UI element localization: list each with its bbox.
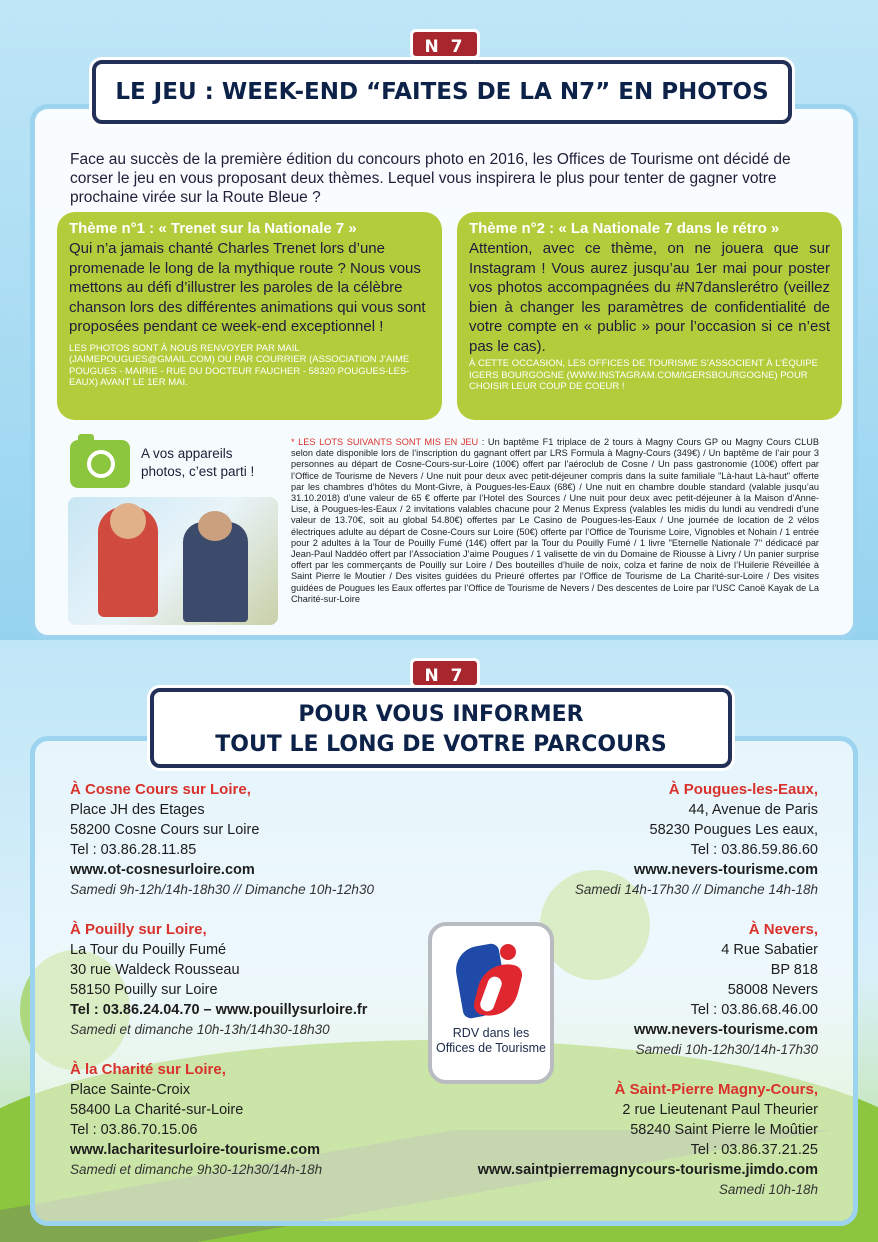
- tourism-logo-icon: [456, 940, 526, 1022]
- theme-2-card: [457, 212, 842, 420]
- camera-caption: A vos appareils photos, c’est parti !: [141, 446, 255, 479]
- office-cosne: [70, 780, 450, 900]
- office-city: À Nevers,: [748, 921, 818, 938]
- office-line: 58200 Cosne Cours sur Loire: [70, 822, 260, 838]
- office-website-link[interactable]: www.nevers-tourisme.com: [634, 862, 818, 878]
- office-website-link[interactable]: www.saintpierremagnycours-tourisme.jimdo.com: [477, 1162, 818, 1178]
- photo-person-head: [198, 511, 232, 541]
- office-website-link[interactable]: Tel : 03.86.24.04.70 – www.pouillysurloire.fr: [70, 1002, 368, 1018]
- office-hours: Samedi et dimanche 9h30-12h30/14h-18h: [70, 1162, 323, 1177]
- prizes-heading: * LES LOTS SUIVANTS SONT MIS EN JEU: [291, 437, 479, 447]
- theme-1-note: LES PHOTOS SONT À NOUS RENVOYER PAR MAIL (JAIMEPOUGUES@GMAIL.COM) OU PAR COURRIER (ASSOCIATION J’AIME POUGUES - MAIRIE - RUE DU DOCTEUR FAUCHER - 58320 POUGUES-LES-EAUX) AVANT LE 1ER MAI.: [69, 342, 410, 388]
- contest-photo: [68, 497, 278, 625]
- office-website-link[interactable]: www.lacharitesurloire-tourisme.com: [70, 1142, 321, 1158]
- office-hours: Samedi et dimanche 10h-13h/14h30-18h30: [70, 1022, 330, 1037]
- office-hours: Samedi 9h-12h/14h-18h30 // Dimanche 10h-12h30: [70, 882, 374, 897]
- n7-tab: N 7: [410, 29, 480, 59]
- office-line: Tel : 03.86.59.86.60: [690, 842, 818, 858]
- office-city: À Pougues-les-Eaux,: [668, 781, 818, 798]
- office-line: 4 Rue Sabatier: [721, 942, 818, 958]
- office-line: Place JH des Etages: [70, 802, 205, 818]
- rdv-caption: RDV dans les Offices de Tourisme: [435, 1026, 546, 1055]
- prizes-list: [291, 437, 819, 605]
- office-city: À Cosne Cours sur Loire,: [70, 781, 251, 798]
- section-title: [150, 688, 732, 768]
- camera-icon: [70, 440, 130, 488]
- office-line: Tel : 03.86.37.21.25: [690, 1142, 818, 1158]
- office-line: 58008 Nevers: [727, 982, 818, 998]
- theme-1-body: Qui n’a jamais chanté Charles Trenet lors d’une promenade le long de la mythique route ? Nous vous mettons au défi d’illustrer les paroles de la célèbre chanson lors des différentes animations qui vous sont proposées pendant ce week-end exceptionnel !: [69, 240, 426, 335]
- page-title: LE JEU : WEEK-END “FAITES DE LA N7” EN PHOTOS: [92, 60, 792, 124]
- office-line: Place Sainte-Croix: [70, 1082, 191, 1098]
- office-city: À la Charité sur Loire,: [70, 1061, 226, 1078]
- office-line: 58230 Pougues Les eaux,: [649, 822, 818, 838]
- office-line: 58240 Saint Pierre le Moûtier: [630, 1122, 818, 1138]
- tourism-office-badge: [428, 922, 554, 1084]
- office-city: À Saint-Pierre Magny-Cours,: [614, 1081, 818, 1098]
- office-line: Tel : 03.86.70.15.06: [70, 1122, 198, 1138]
- intro-text: Face au succès de la première édition du concours photo en 2016, les Offices de Tourisme ont décidé de corser le jeu en vous proposant deux thèmes. Lequel vous inspirera le plus pour tenter de gagner votre prochaine virée sur la Route Bleue ?: [70, 151, 791, 206]
- office-line: Tel : 03.86.28.11.85: [70, 842, 197, 858]
- office-line: Tel : 03.86.68.46.00: [690, 1002, 818, 1018]
- section-title-line-1: POUR VOUS INFORMER: [298, 702, 584, 727]
- office-line: 44, Avenue de Paris: [688, 802, 818, 818]
- office-line: BP 818: [770, 962, 818, 978]
- theme-2-title: Thème n°2 : « La Nationale 7 dans le rétro »: [469, 220, 780, 237]
- office-city: À Pouilly sur Loire,: [70, 921, 207, 938]
- office-hours: Samedi 10h-18h: [718, 1182, 818, 1197]
- office-nevers: [560, 920, 818, 1060]
- office-hours: Samedi 14h-17h30 // Dimanche 14h-18h: [574, 882, 818, 897]
- office-line: 2 rue Lieutenant Paul Theurier: [622, 1102, 818, 1118]
- office-hours: Samedi 10h-12h30/14h-17h30: [635, 1042, 818, 1057]
- theme-1-card: [57, 212, 442, 420]
- photo-person-head: [110, 503, 146, 539]
- theme-2-note: À CETTE OCCASION, LES OFFICES DE TOURISME S’ASSOCIENT À L’ÉQUIPE IGERS BOURGOGNE (WWW.INSTAGRAM.COM/IGERSBOURGOGNE) POUR CHOISIR LEUR COUP DE COEUR !: [469, 358, 818, 392]
- section-title-line-2: TOUT LE LONG DE VOTRE PARCOURS: [215, 732, 667, 757]
- office-line: 58400 La Charité-sur-Loire: [70, 1102, 244, 1118]
- office-website-link[interactable]: www.nevers-tourisme.com: [634, 1022, 818, 1038]
- office-line: 58150 Pouilly sur Loire: [70, 982, 218, 998]
- office-pouilly: [70, 920, 450, 1040]
- prizes-text: : Un baptême F1 triplace de 2 tours à Magny Cours GP ou Magny Cours CLUB selon date disponible lors de l’inscription du gagnant offert par LRS Formula à Magny-Cours (349€) / Un baptême de l’air pour 3 personnes au départ de Cosne-Cours-sur-Loire (100€) offert par l’aéroclub de Cosne / Un pass gastronomie (100€) offert par l’Office de Tourisme de Nevers / Une nuit pour deux avec petit-déjeuner compris dans la suite familiale "Là-haut Là-haut" offerte par les chambres d’hôtes du Mont-Givre, à Pougues-les-Eaux (68€) / Une nuit en chambre double standard (valable jusqu’au 31.10.2018) d’une valeur de 65 € offerte par l’Hotel des Sources / Une nuit pour deux avec petit-déjeuner à la Maison d’Anne-Lise, à Pougues-les-Eaux / 2 invitations valables chacune pour 2 Menus Express (valables les midis du lundi au vendredi d’une valeur de 13.70€, soit au global 54.80€) offertes par Le Casino de Pougues-les-Eaux / Une journée de location de 2 vélos électriques adulte au départ de Cosne-Cours sur Loire (50€) offerte par l’Office de Tourisme Loire, Vignobles et Nohain / 1 entrée pour 2 adultes à la Tour de Pouilly Fumé (14€) offert par la Tour du Pouilly Fumé / 1 livre "Eternelle Nationale 7" dédicacé par Jean-Paul Naddéo offert par l’Association J’aime Pougues / 1 valisette de vin du Domaine de Riousse à Livry / Un panier surprise offert par les commerçants de Pouilly sur Loire / Des bouteilles d’huile de noix, colza et farine de noix de l’Huilerie Réveillée à Saint Pierre le Moutier / Des visites guidées du Prieuré offertes par l’Office de Tourisme de La Charité-sur-Loire / Des visites guidées de Pougues les Eaux offertes par l’Office de Tourisme de Nevers / Des descentes de Loire par l’USC Canoë Kayak de La Charité-sur-Loire: [291, 437, 819, 604]
- office-line: La Tour du Pouilly Fumé: [70, 942, 227, 958]
- office-charite: [70, 1060, 450, 1180]
- office-website-link[interactable]: www.ot-cosnesurloire.com: [70, 862, 255, 878]
- theme-1-title: Thème n°1 : « Trenet sur la Nationale 7 »: [69, 220, 357, 237]
- office-saint-pierre: [440, 1080, 818, 1200]
- office-pougues: [440, 780, 818, 900]
- n7-tab: N 7: [410, 658, 480, 688]
- theme-2-body: Attention, avec ce thème, on ne jouera que sur Instagram ! Vous aurez jusqu’au 1er mai pour poster vos photos accompagnées du #N7danslerétro (veillez bien à changer les paramètres de confidentialité de votre compte en « public » pour l’occasion si ce n’est pas le cas).: [469, 240, 830, 355]
- office-line: 30 rue Waldeck Rousseau: [70, 962, 240, 978]
